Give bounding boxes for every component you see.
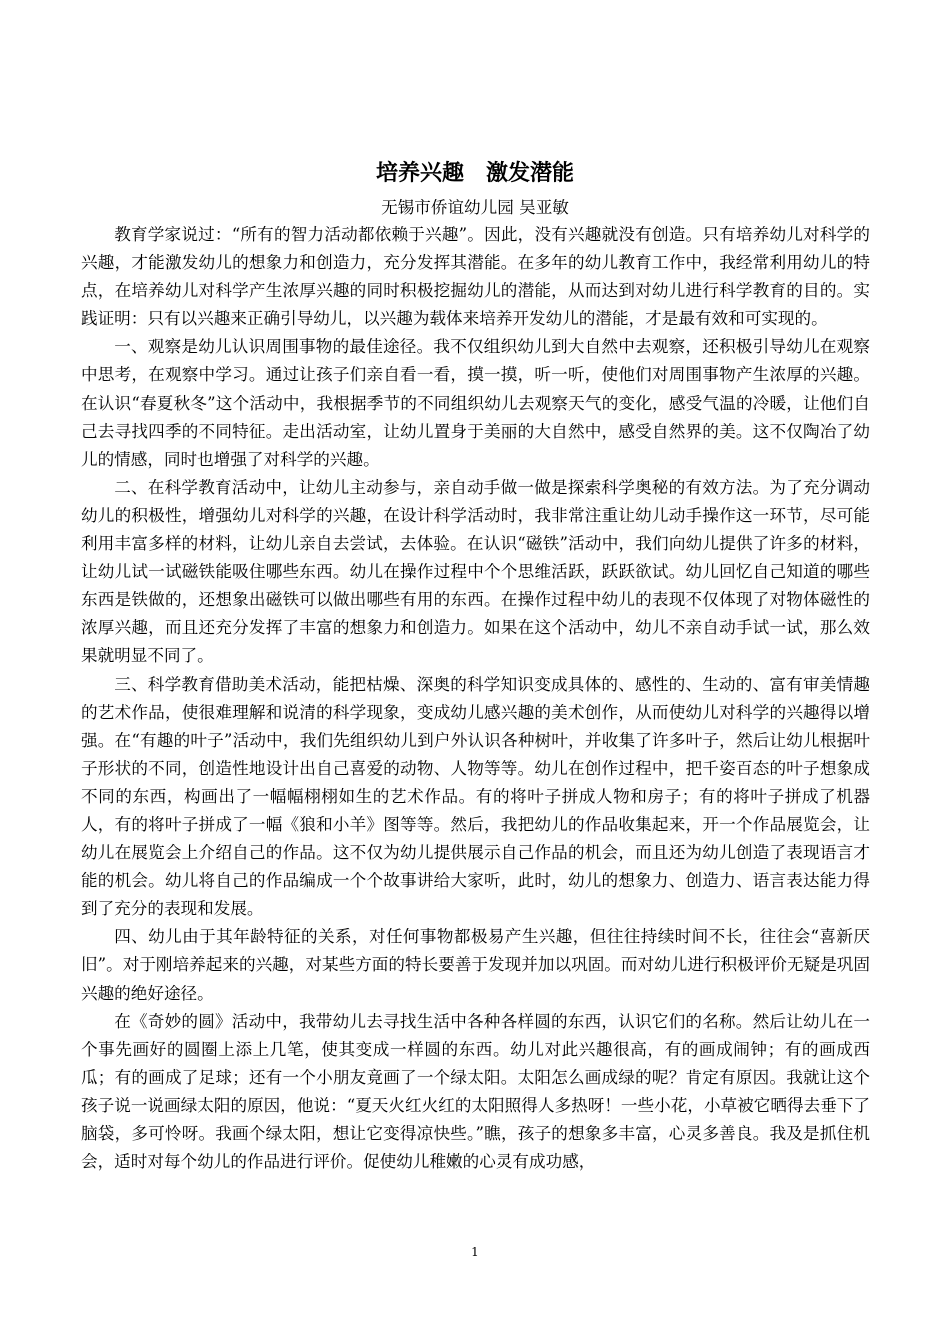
paragraph-observation: 一、观察是幼儿认识周围事物的最佳途径。我不仅组织幼儿到大自然中去观察，还积极引导幼儿在观察中思考，在观察中学习。通过让孩子们亲自看一看，摸一摸，听一听，使他们对周围事物产生浓厚的兴趣。在认识“春夏秋冬”这个活动中，我根据季节的不同组织幼儿去观察天气的变化，感受气温的冷暖，让他们自己去寻找四季的不同特征。走出活动室，让幼儿置身于美丽的大自然中，感受自然界的美。这不仅陶冶了幼儿的情感，同时也增强了对科学的兴趣。 bbox=[81, 337, 870, 469]
paragraph-evaluation: 四、幼儿由于其年龄特征的关系，对任何事物都极易产生兴趣，但往往持续时间不长，往往会“喜新厌旧”。对于刚培养起来的兴趣，对某些方面的特长要善于发现并加以巩固。而对幼儿进行积极评价无疑是巩固兴趣的绝好途径。 bbox=[81, 927, 870, 1003]
paragraph-circle-activity: 在《奇妙的圆》活动中，我带幼儿去寻找生活中各种各样圆的东西，认识它们的名称。然后让幼儿在一个事先画好的圆圈上添上几笔，使其变成一样圆的东西。幼儿对此兴趣很高，有的画成闹钟；有的画成西瓜；有的画成了足球；还有一个小朋友竟画了一个绿太阳。太阳怎么画成绿的呢？肯定有原因。我就让这个孩子说一说画绿太阳的原因，他说：“夏天火红火红的太阳照得人多热呀！一些小花，小草被它晒得去垂下了脑袋，多可怜呀。我画个绿太阳，想让它变得凉快些。”瞧，孩子的想象多丰富，心灵多善良。我及是抓住机会，适时对每个幼儿的作品进行评价。促使幼儿稚嫩的心灵有成功感， bbox=[81, 1011, 870, 1172]
document-author: 无锡市侨谊幼儿园 吴亚敏 bbox=[381, 198, 569, 217]
document-body bbox=[81, 221, 870, 1176]
paragraph-art-activity: 三、科学教育借助美术活动，能把枯燥、深奥的科学知识变成具体的、感性的、生动的、富有审美情趣的艺术作品，使很难理解和说清的科学现象，变成幼儿感兴趣的美术创作，从而使幼儿对科学的兴趣得以增强。在“有趣的叶子”活动中，我们先组织幼儿到户外认识各种树叶，并收集了许多叶子，然后让幼儿根据叶子形状的不同，创造性地设计出自己喜爱的动物、人物等等。幼儿在创作过程中，把千姿百态的叶子想象成不同的东西，构画出了一幅幅栩栩如生的艺术作品。有的将叶子拼成人物和房子；有的将叶子拼成了机器人，有的将叶子拼成了一幅《狼和小羊》图等等。然后，我把幼儿的作品收集起来，开一个作品展览会，让幼儿在展览会上介绍自己的作品。这不仅为幼儿提供展示自己作品的机会，而且还为幼儿创造了表现语言才能的机会。幼儿将自己的作品编成一个个故事讲给大家听，此时，幼儿的想象力、创造力、语言表达能力得到了充分的表现和发展。 bbox=[81, 674, 870, 919]
document-title: 培养兴趣 激发潜能 bbox=[375, 160, 574, 186]
paragraph-intro: 教育学家说过：“所有的智力活动都依赖于兴趣”。因此，没有兴趣就没有创造。只有培养幼儿对科学的兴趣，才能激发幼儿的想象力和创造力，充分发挥其潜能。在多年的幼儿教育工作中，我经常利用幼儿的特点，在培养幼儿对科学产生浓厚兴趣的同时积极挖掘幼儿的潜能，从而达到对幼儿进行科学教育的目的。实践证明：只有以兴趣来正确引导幼儿，以兴趣为载体来培养开发幼儿的潜能，才是最有效和可实现的。 bbox=[81, 225, 870, 329]
page-number: 1 bbox=[471, 1245, 479, 1259]
paragraph-hands-on: 二、在科学教育活动中，让幼儿主动参与，亲自动手做一做是探索科学奥秘的有效方法。为了充分调动幼儿的积极性，增强幼儿对科学的兴趣，在设计科学活动时，我非常注重让幼儿动手操作这一环节，尽可能利用丰富多样的材料，让幼儿亲自去尝试，去体验。在认识“磁铁”活动中，我们向幼儿提供了许多的材料，让幼儿试一试磁铁能吸住哪些东西。幼儿在操作过程中个个思维活跃，跃跃欲试。幼儿回忆自己知道的哪些东西是铁做的，还想象出磁铁可以做出哪些有用的东西。在操作过程中幼儿的表现不仅体现了对物体磁性的浓厚兴趣，而且还充分发挥了丰富的想象力和创造力。如果在这个活动中，幼儿不亲自动手试一试，那么效果就明显不同了。 bbox=[81, 477, 870, 666]
